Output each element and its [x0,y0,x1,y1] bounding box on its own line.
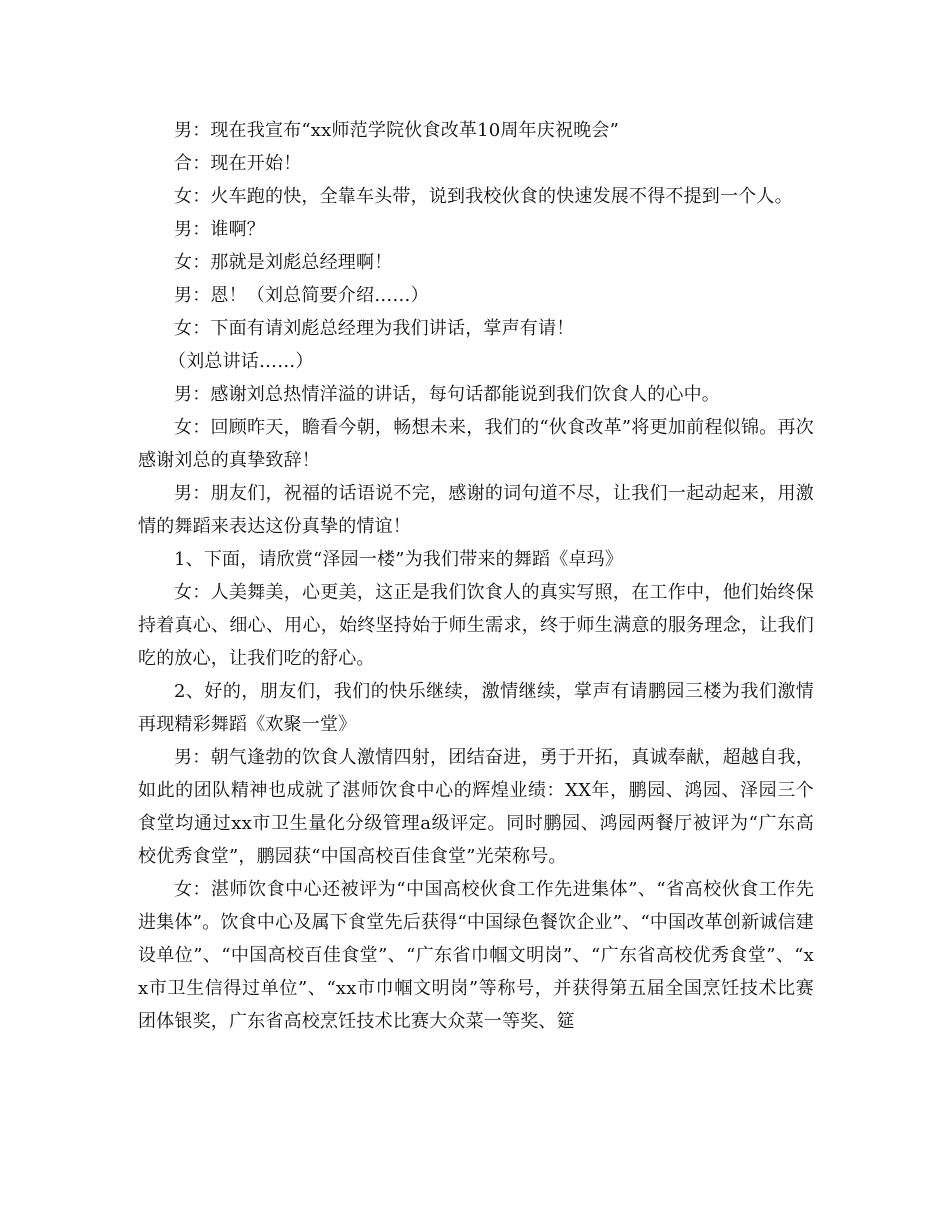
paragraph-11: 男：朋友们，祝福的话语说不完，感谢的词句道不尽，让我们一起动起来，用激情的舞蹈来表达这份真挚的情谊！ [138,483,814,537]
paragraph-7: 女：下面有请刘彪总经理为我们讲话，掌声有请！ [174,318,575,339]
document-body [138,114,814,1038]
paragraph-13: 女：人美舞美，心更美，这正是我们饮食人的真实写照，在工作中，他们始终保持着真心、细心、用心，始终坚持始于师生需求，终于师生满意的服务理念，让我们吃的放心，让我们吃的舒心。 [138,582,814,669]
paragraph-2: 合：现在开始！ [174,153,302,174]
stage-direction: （刘总讲话……） [168,351,314,372]
paragraph-15: 男：朝气逢勃的饮食人激情四射，团结奋进，勇于开拓，真诚奉献，超越自我，如此的团队精神也成就了湛师饮食中心的辉煌业绩：XX年，鹏园、鸿园、泽园三个食堂均通过xx市卫生量化分级管理a级评定。同时鹏园、鸿园两餐厅被评为“广东高校优秀食堂”，鹏园获“中国高校百佳食堂”光荣称号。 [138,747,814,867]
paragraph-3: 女：火车跑的快，全靠车头带，说到我校伙食的快速发展不得不提到一个人。 [174,186,793,207]
paragraph-4: 男：谁啊？ [174,219,265,240]
paragraph-9: 男：感谢刘总热情洋溢的讲话，每句话都能说到我们饮食人的心中。 [174,384,720,405]
paragraph-16: 女：湛师饮食中心还被评为“中国高校伙食工作先进集体”、“省高校伙食工作先进集体”。饮食中心及属下食堂先后获得“中国绿色餐饮企业”、“中国改革创新诚信建设单位”、“中国高校百佳食堂”、“广东省巾帼文明岗”、“广东省高校优秀食堂”、“xx市卫生信得过单位”、“xx市巾帼文明岗”等称号，并获得第五届全国烹饪技术比赛团体银奖，广东省高校烹饪技术比赛大众菜一等奖、筵 [138,879,814,1032]
paragraph-5: 女：那就是刘彪总经理啊！ [174,252,393,273]
program-item-2: 2、好的，朋友们，我们的快乐继续，激情继续，掌声有请鹏园三楼为我们激情再现精彩舞蹈《欢聚一堂》 [138,681,814,735]
paragraph-1: 男：现在我宣布“xx师范学院伙食改革10周年庆祝晚会” [174,120,620,141]
paragraph-10: 女：回顾昨天，瞻看今朝，畅想未来，我们的“伙食改革”将更加前程似锦。再次感谢刘总的真挚致辞！ [138,417,814,471]
paragraph-6: 男：恩！（刘总简要介绍……） [174,285,429,306]
program-item-1: 1、下面，请欣赏“泽园一楼”为我们带来的舞蹈《卓玛》 [174,549,624,570]
